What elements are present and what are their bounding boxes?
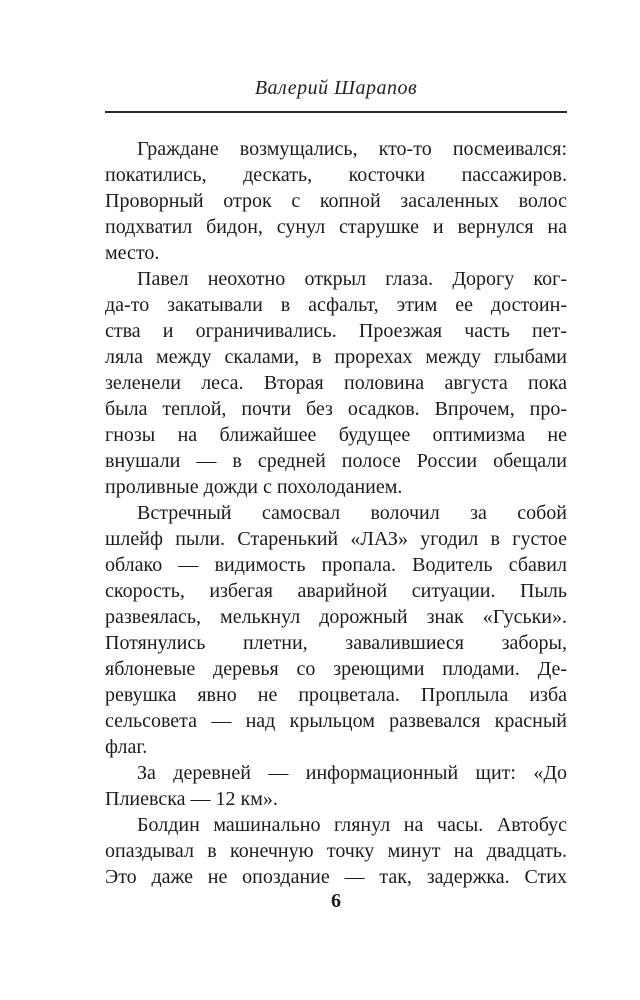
text-line: да-то закатывали в асфальт, этим ее достоин- xyxy=(105,294,567,316)
text-line: Плиевска — 12 км». xyxy=(105,788,278,810)
text-line: Болдин машинально глянул на часы. Автобус xyxy=(137,814,567,836)
text-line: опаздывал в конечную точку минут на двадцать. xyxy=(105,840,567,862)
text-line: Павел неохотно открыл глаза. Дорогу ког- xyxy=(137,268,567,290)
text-line: шлейф пыли. Старенький «ЛАЗ» угодил в густое xyxy=(105,528,567,550)
text-line: место. xyxy=(105,242,160,264)
text-line: ства и ограничивались. Проезжая часть пет- xyxy=(105,320,567,342)
text-line: За деревней — информационный щит: «До xyxy=(137,762,567,784)
text-line: Это даже не опоздание — так, задержка. Стих xyxy=(105,866,567,888)
text-line: Граждане возмущались, кто-то посмеивался: xyxy=(137,138,567,160)
text-line: ляла между скалами, в прорехах между глыбами xyxy=(105,346,567,368)
text-line: Проворный отрок с копной засаленных волос xyxy=(105,190,567,212)
text-line: развеялась, мелькнул дорожный знак «Гуськи». xyxy=(105,606,567,628)
text-line: была теплой, почти без осадков. Впрочем, про- xyxy=(105,398,567,420)
text-line: яблоневые деревья со зреющими плодами. Де- xyxy=(105,658,567,680)
page-number: 6 xyxy=(331,890,341,912)
text-line: внушали — в средней полосе России обещали xyxy=(105,450,567,472)
text-line: скорость, избегая аварийной ситуации. Пыль xyxy=(105,580,567,602)
header-rule xyxy=(105,111,567,113)
text-line: Потянулись плетни, завалившиеся заборы, xyxy=(105,632,567,654)
text-line: облако — видимость пропала. Водитель сбавил xyxy=(105,554,567,576)
text-line: проливные дожди с похолоданием. xyxy=(105,476,403,498)
body-text xyxy=(105,136,567,890)
running-header-author: Валерий Шарапов xyxy=(254,77,418,99)
text-line: зеленели леса. Вторая половина августа пока xyxy=(105,372,567,394)
text-line: сельсовета — над крыльцом развевался красный xyxy=(105,710,567,732)
text-line: флаг. xyxy=(105,736,148,758)
text-line: Встречный самосвал волочил за собой xyxy=(137,502,567,524)
text-line: покатились, дескать, косточки пассажиров. xyxy=(105,164,567,186)
text-line: гнозы на ближайшее будущее оптимизма не xyxy=(105,424,567,446)
text-line: подхватил бидон, сунул старушке и вернулся на xyxy=(105,216,567,238)
text-line: ревушка явно не процветала. Проплыла изба xyxy=(105,684,567,706)
